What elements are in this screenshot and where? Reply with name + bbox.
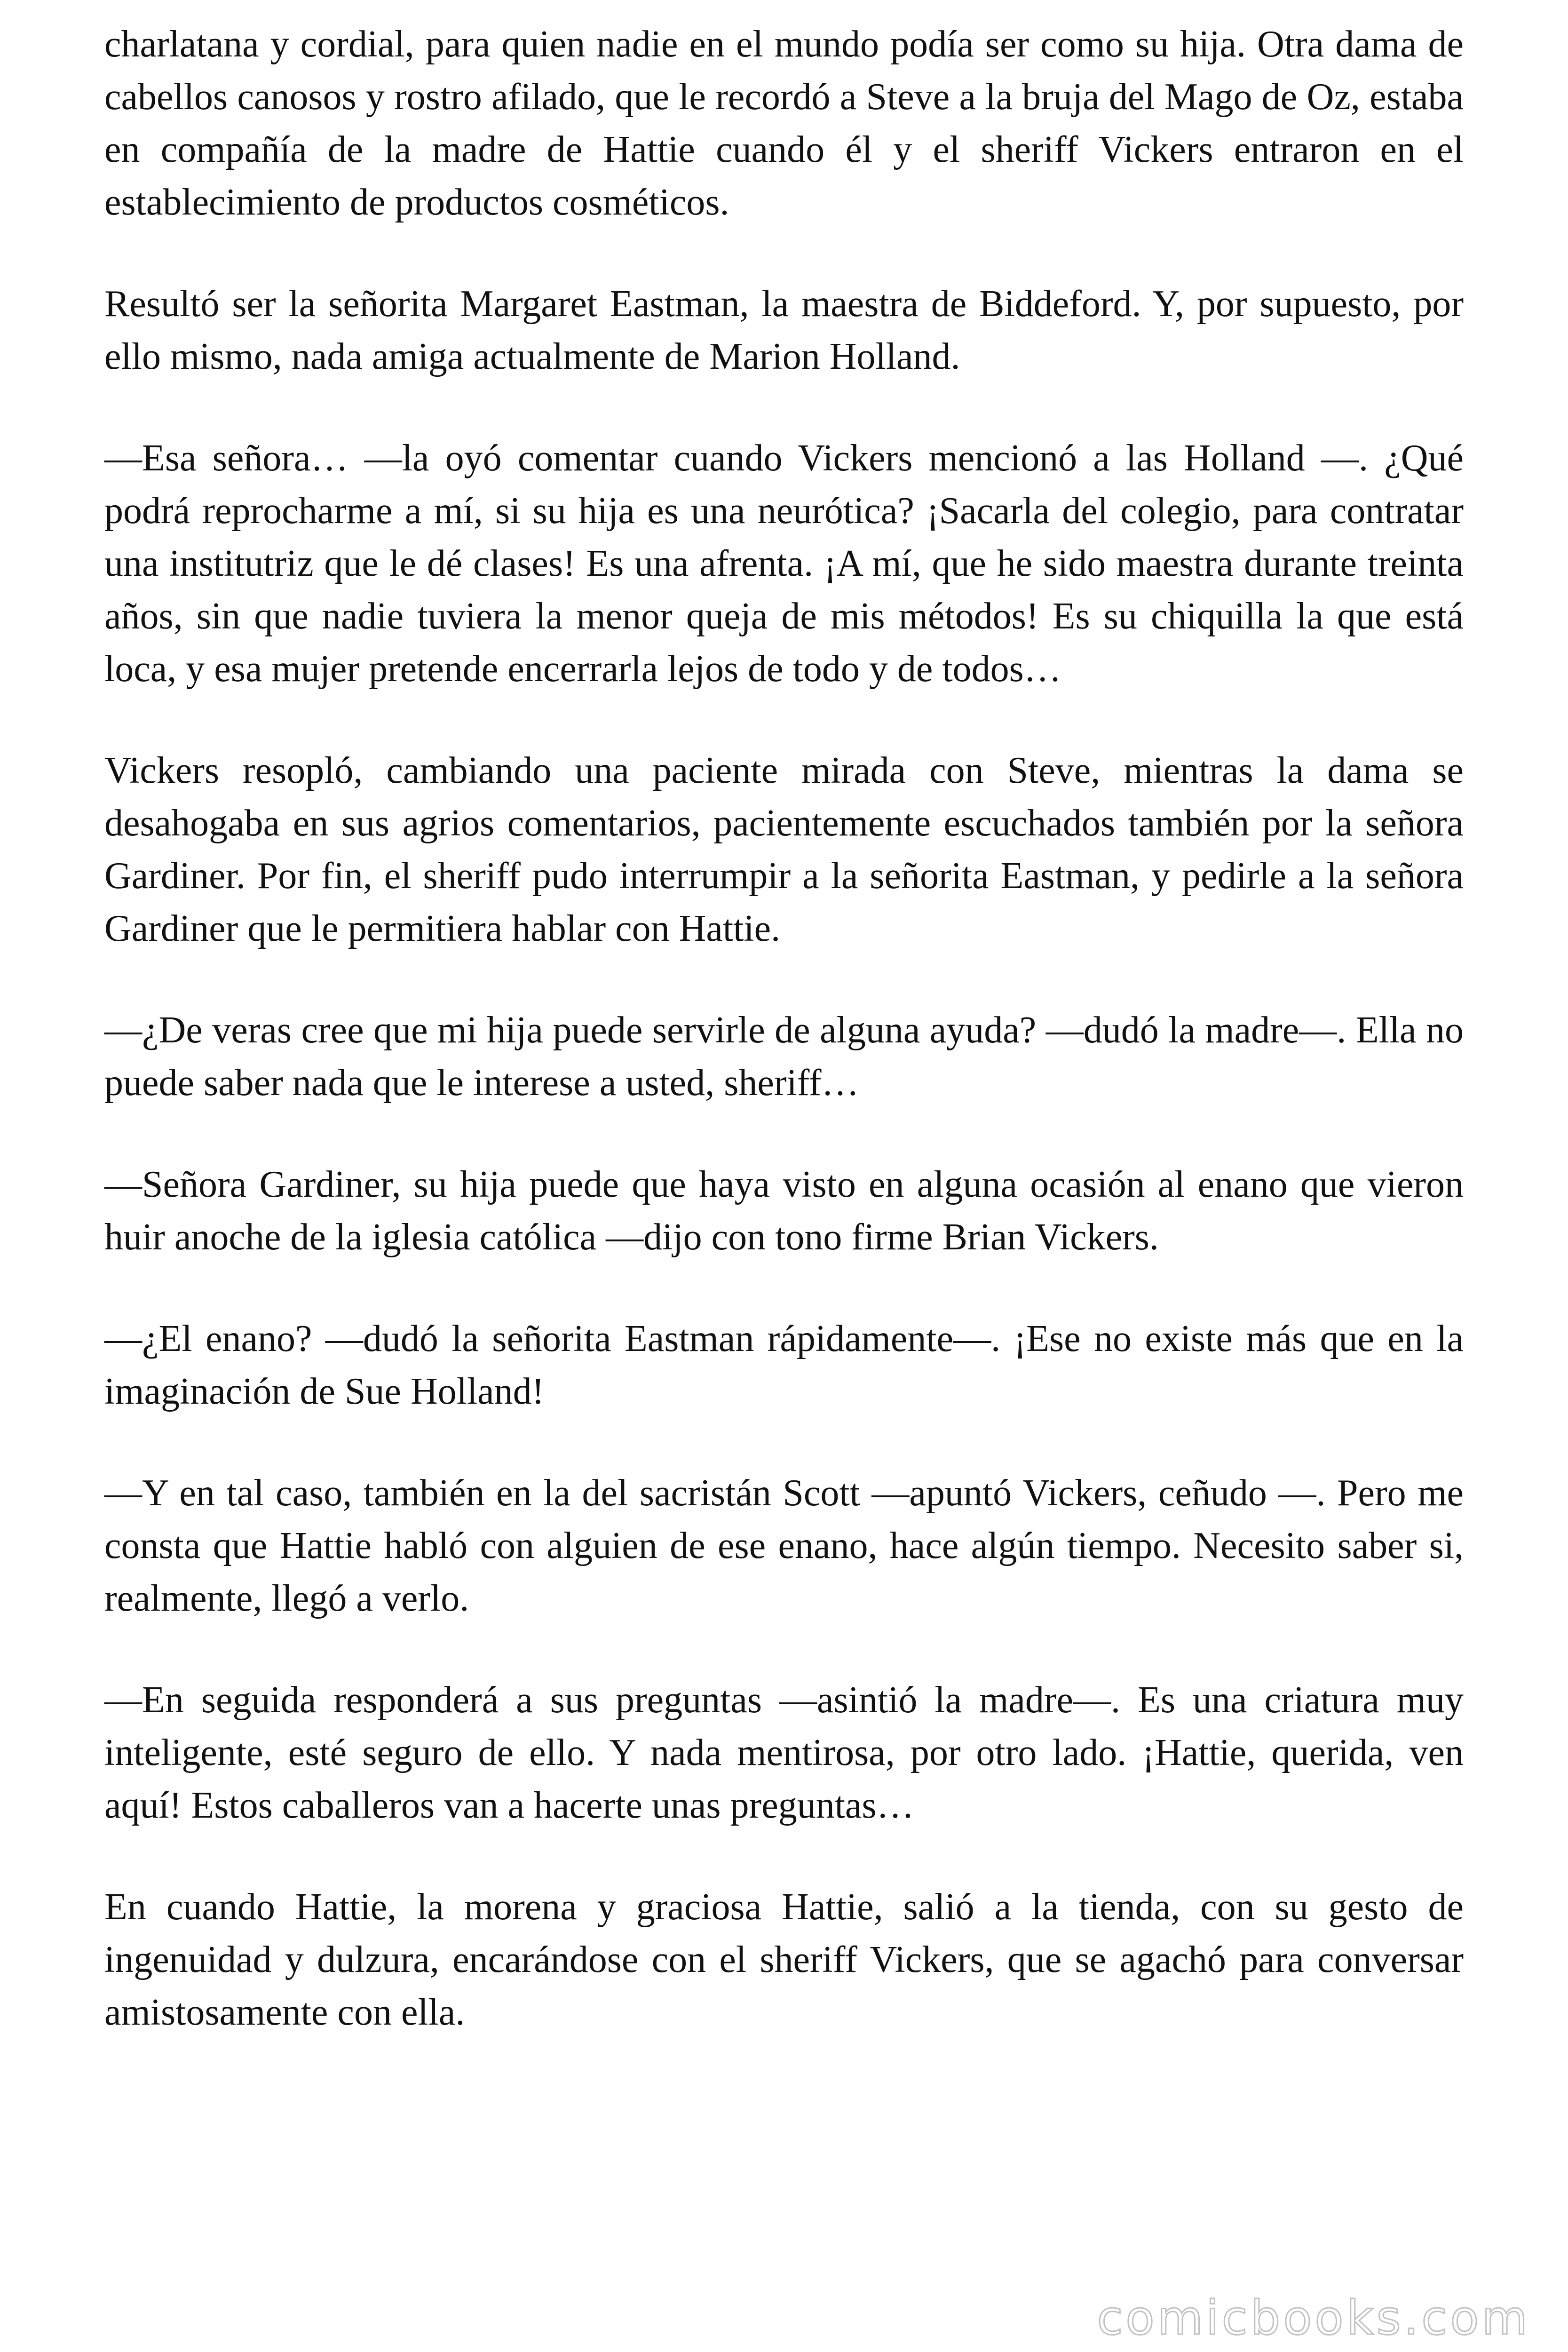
watermark: comicbooks.com — [1097, 2290, 1530, 2345]
paragraph-7: —¿El enano? —dudó la señorita Eastman rápidamente—. ¡Ese no existe más que en la imaginación de Sue Holland! — [104, 1318, 1464, 1412]
page-body — [104, 18, 1464, 2088]
paragraph-5: —¿De veras cree que mi hija puede servirle de alguna ayuda? —dudó la madre—. Ella no puede saber nada que le interese a usted, sheriff… — [104, 1009, 1464, 1104]
paragraph-6: —Señora Gardiner, su hija puede que haya visto en alguna ocasión al enano que vieron huir anoche de la iglesia católica —dijo con tono firme Brian Vickers. — [104, 1164, 1464, 1258]
paragraph-4: Vickers resopló, cambiando una paciente mirada con Steve, mientras la dama se desahogaba en sus agrios comentarios, pacientemente escuchados también por la señora Gardiner. Por fin, el sheriff pudo interrumpir a la señorita Eastman, y pedirle a la señora Gardiner que le permitiera hablar con Hattie. — [104, 750, 1464, 949]
paragraph-10: En cuando Hattie, la morena y graciosa Hattie, salió a la tienda, con su gesto de ingenuidad y dulzura, encarándose con el sheriff Vickers, que se agachó para conversar amistosamente con ella. — [104, 1886, 1464, 2033]
paragraph-2: Resultó ser la señorita Margaret Eastman, la maestra de Biddeford. Y, por supuesto, por ello mismo, nada amiga actualmente de Marion Holland. — [104, 283, 1464, 377]
paragraph-8: —Y en tal caso, también en la del sacristán Scott —apuntó Vickers, ceñudo —. Pero me consta que Hattie habló con alguien de ese enano, hace algún tiempo. Necesito saber si, realmente, llegó a verlo. — [104, 1472, 1464, 1619]
paragraph-9: —En seguida responderá a sus preguntas —asintió la madre—. Es una criatura muy inteligente, esté seguro de ello. Y nada mentirosa, por otro lado. ¡Hattie, querida, ven aquí! Estos caballeros van a hacerte unas preguntas… — [104, 1679, 1464, 1826]
paragraph-3: —Esa señora… —la oyó comentar cuando Vickers mencionó a las Holland —. ¿Qué podrá reprocharme a mí, si su hija es una neurótica? ¡Sacarla del colegio, para contratar una institutriz que le dé clases! Es una afrenta. ¡A mí, que he sido maestra durante treinta años, sin que nadie tuviera la menor queja de mis métodos! Es su chiquilla la que está loca, y esa mujer pretende encerrarla lejos de todo y de todos… — [104, 437, 1464, 690]
paragraph-1: charlatana y cordial, para quien nadie en el mundo podía ser como su hija. Otra dama de cabellos canosos y rostro afilado, que le recordó a Steve a la bruja del Mago de Oz, estaba en compañía de la madre de Hattie cuando él y el sheriff Vickers entraron en el establecimiento de productos cosméticos. — [104, 24, 1464, 223]
